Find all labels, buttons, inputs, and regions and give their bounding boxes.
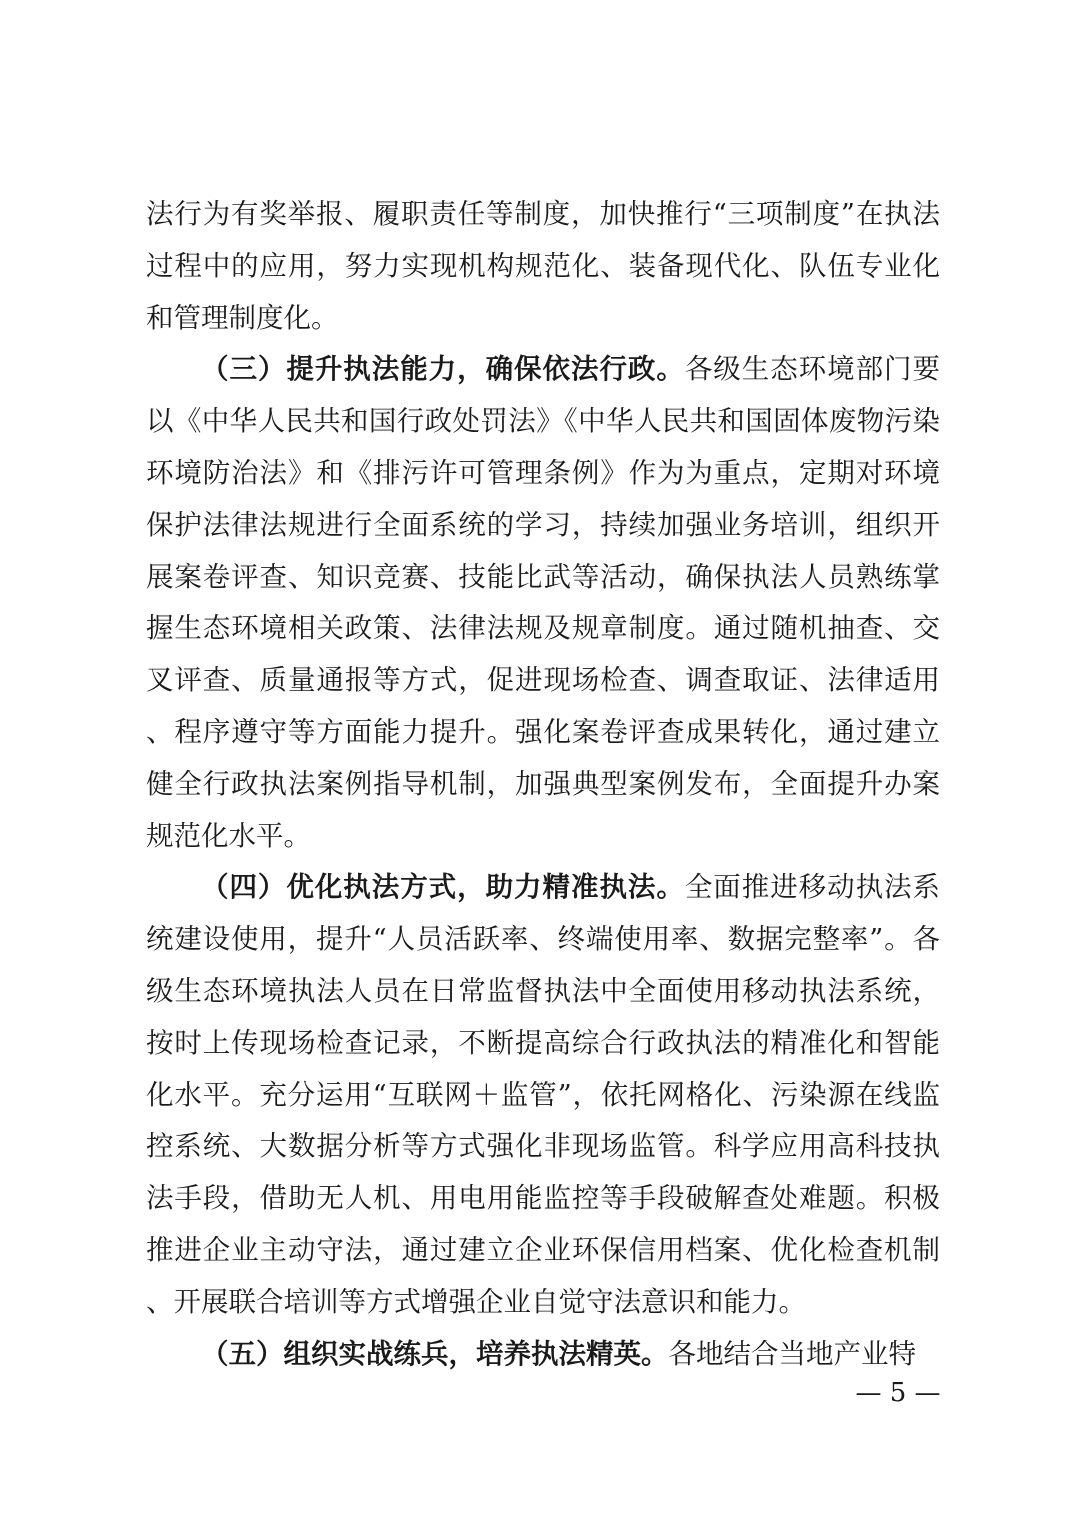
paragraph-section-5: [146, 1329, 940, 1381]
section-heading: （四）优化执法方式，助力精准执法。: [201, 871, 685, 904]
paragraph-section-4: [146, 862, 940, 1328]
body-text: [146, 189, 940, 1380]
paragraph-section-3: [146, 344, 940, 862]
paragraph-text: 各级生态环境部门要以《中华人民共和国行政处罚法》《中华人民共和国固体废物污染环境防治法》和《排污许可管理条例》作为为重点，定期对环境保护法律法规进行全面系统的学习，持续加强业务培训，组织开展案卷评查、知识竞赛、技能比武等活动，确保执法人员熟练掌握生态环境相关政策、法律法规及规章制度。通过随机抽查、交叉评查、质量通报等方式，促进现场检查、调查取证、法律适用、程序遵守等方面能力提升。强化案卷评查成果转化，通过建立健全行政执法案例指导机制，加强典型案例发布，全面提升办案规范化水平。: [146, 353, 941, 852]
page-number: — 5 —: [855, 1378, 941, 1408]
paragraph-text: 法行为有奖举报、履职责任等制度，加快推行“三项制度”在执法过程中的应用，努力实现机构规范化、装备现代化、队伍专业化和管理制度化。: [146, 198, 940, 334]
paragraph-text: 全面推进移动执法系统建设使用，提升“人员活跃率、终端使用率、数据完整率”。各级生态环境执法人员在日常监督执法中全面使用移动执法系统，按时上传现场检查记录，不断提高综合行政执法的精准化和智能化水平。充分运用“互联网＋监管”，依托网格化、污染源在线监控系统、大数据分析等方式强化非现场监管。科学应用高科技执法手段，借助无人机、用电用能监控等手段破解查处难题。积极推进企业主动守法，通过建立企业环保信用档案、优化检查机制、开展联合培训等方式增强企业自觉守法意识和能力。: [146, 871, 941, 1318]
section-heading: （五）组织实战练兵，培养执法精英。: [201, 1337, 669, 1370]
section-heading: （三）提升执法能力，确保依法行政。: [201, 353, 685, 386]
paragraph-text: 各地结合当地产业特: [668, 1337, 916, 1370]
paragraph-continued: [146, 189, 940, 344]
